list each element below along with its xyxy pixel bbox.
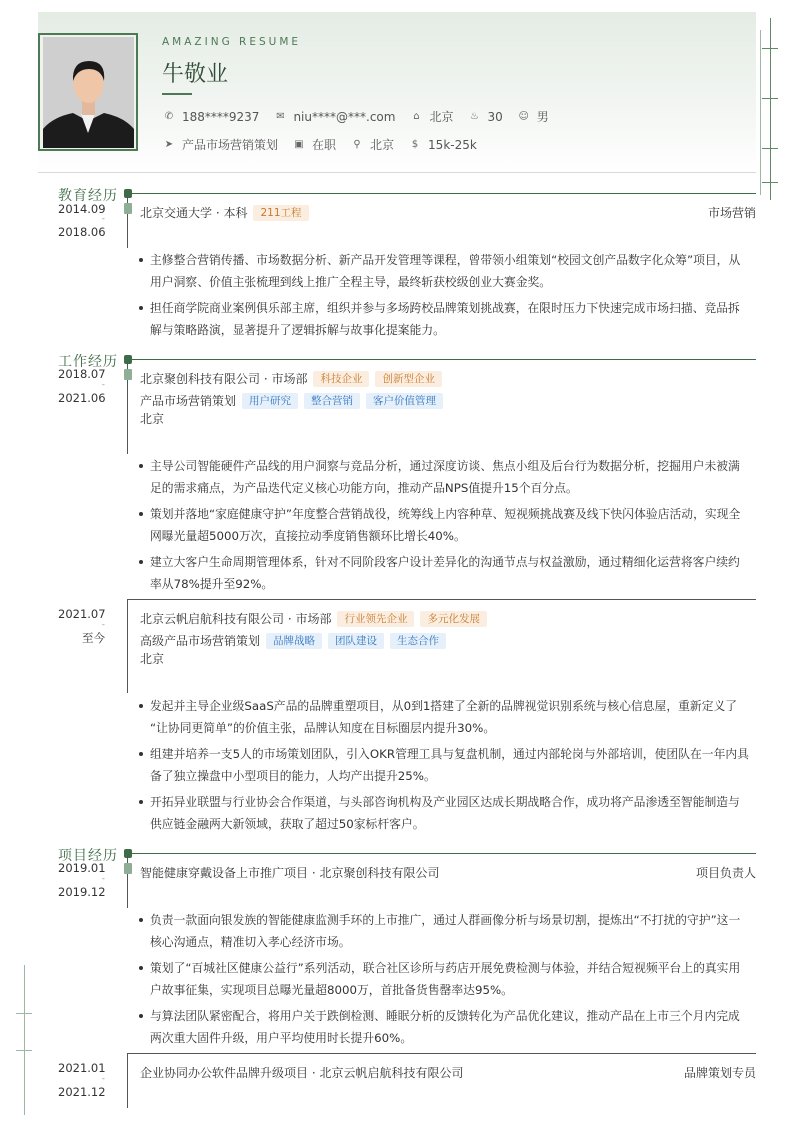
bullet-dot bbox=[139, 512, 143, 516]
section-rule bbox=[132, 359, 756, 360]
section-marker bbox=[124, 189, 132, 198]
project2-end-date: 2021.12 bbox=[58, 1085, 106, 1099]
school-name: 北京交通大学 · 本科 bbox=[140, 206, 248, 220]
target-city-item: ⚲ 北京 bbox=[350, 136, 394, 153]
job2-bullet: 开拓异业联盟与行业协会合作渠道，与头部咨询机构及产业园区达成长期战略合作，成功将产品渗透至智能制造与 供应链金融两大新领域，获取了超过50家标杆客户。 bbox=[150, 795, 740, 831]
section-marker bbox=[124, 355, 132, 364]
candidate-name: 牛敬业 bbox=[162, 62, 229, 87]
section-rule bbox=[132, 853, 756, 854]
date-separator: - bbox=[101, 620, 105, 630]
edu-start-date: 2014.09 bbox=[58, 202, 106, 216]
skill-tag: 生态合作 bbox=[390, 633, 446, 649]
job1-start-date: 2018.07 bbox=[58, 367, 106, 381]
location-icon: ⚲ bbox=[353, 139, 361, 150]
decor-tick bbox=[16, 1050, 32, 1051]
position-title: 高级产品市场营销策划 bbox=[140, 634, 261, 648]
job1-company-line bbox=[140, 370, 442, 387]
salary-icon: $ bbox=[411, 139, 419, 150]
skill-tag: 客户价值管理 bbox=[366, 393, 443, 409]
cake-icon: ♨ bbox=[469, 111, 479, 122]
home-icon: ⌂ bbox=[413, 111, 420, 122]
timeline-bar bbox=[127, 599, 128, 693]
email-item: ✉ niu****@***.com bbox=[273, 110, 395, 124]
job2-company-line bbox=[140, 610, 487, 627]
contact-row bbox=[162, 108, 563, 125]
company-tag: 多元化发展 bbox=[420, 611, 487, 627]
timeline-marker bbox=[124, 203, 132, 214]
edu-major: 市场营销 bbox=[707, 206, 756, 220]
project2-start-date: 2021.01 bbox=[58, 1061, 106, 1075]
bullet-dot bbox=[139, 918, 143, 922]
project1-start-date: 2019.01 bbox=[58, 861, 106, 875]
timeline-marker bbox=[124, 369, 132, 380]
date-separator: - bbox=[101, 874, 105, 884]
bullet-dot bbox=[139, 966, 143, 970]
mail-icon: ✉ bbox=[276, 111, 285, 122]
date-separator: - bbox=[101, 214, 105, 224]
bullet-dot bbox=[139, 752, 143, 756]
company-name: 北京云帆启航科技有限公司 · 市场部 bbox=[140, 612, 332, 626]
phone-icon: ✆ bbox=[164, 111, 174, 122]
decor-tick bbox=[762, 98, 778, 99]
job1-bullet: 主导公司智能硬件产品线的用户洞察与竞品分析，通过深度访谈、焦点小组及后台行为数据分析，挖掘用户未被满 足的需求痛点，为产品迭代定义核心功能方向，推动产品NPS值提升15个百分点。 bbox=[150, 459, 740, 495]
date-separator: - bbox=[101, 380, 105, 390]
decor-line bbox=[760, 30, 761, 195]
job2-bullet: 组建并培养一支5人的市场策划团队，引入OKR管理工具与复盘机制，通过内部轮岗与外部培训，使团队在一年内具 备了独立操盘中小型项目的能力，人均产出提升25%。 bbox=[150, 747, 749, 783]
name-underline bbox=[162, 93, 192, 95]
school-tag: 211工程 bbox=[253, 205, 308, 221]
timeline-bar bbox=[127, 1053, 128, 1108]
status-item: ▣ 在职 bbox=[292, 136, 336, 153]
edu-end-date: 2018.06 bbox=[58, 225, 106, 239]
job2-end-date: 至今 bbox=[82, 631, 105, 645]
entry-rule bbox=[127, 599, 756, 600]
briefcase-icon: ▣ bbox=[294, 139, 304, 150]
salary-item: $ 15k-25k bbox=[408, 138, 477, 152]
gender-icon: ☺ bbox=[518, 111, 529, 122]
bullet-dot bbox=[139, 464, 143, 468]
position-title: 产品市场营销策划 bbox=[140, 394, 237, 408]
company-tag: 创新型企业 bbox=[375, 371, 442, 387]
project1-end-date: 2019.12 bbox=[58, 885, 106, 899]
date-separator: - bbox=[101, 1074, 105, 1084]
decor-tick bbox=[762, 48, 778, 49]
send-icon: ➤ bbox=[164, 139, 174, 150]
project1-bullet: 策划了“百城社区健康公益行”系列活动，联合社区诊所与药店开展免费检测与体验，并结合短视频平台上的真实用 户故事征集，实现项目总曝光量超8000万，首批备货售罄率达95%。 bbox=[150, 961, 741, 997]
decor-tick bbox=[762, 148, 778, 149]
section-marker bbox=[124, 849, 132, 858]
job-intent-row bbox=[162, 136, 491, 153]
section-rule bbox=[132, 193, 756, 194]
decor-tick bbox=[16, 1013, 32, 1014]
job1-end-date: 2021.06 bbox=[58, 391, 106, 405]
decor-tick bbox=[762, 182, 778, 183]
job2-city: 北京 bbox=[140, 652, 165, 666]
project2-name: 企业协同办公软件品牌升级项目 · 北京云帆启航科技有限公司 bbox=[140, 1066, 464, 1080]
job2-position-line bbox=[140, 632, 446, 649]
project1-bullet: 负责一款面向银发族的智能健康监测手环的上市推广，通过人群画像分析与场景切割，提炼出“不打扰的守护”这一 核心沟通点，精准切入孝心经济市场。 bbox=[150, 913, 741, 949]
projects-section-title: 项目经历 bbox=[58, 848, 118, 864]
bullet-dot bbox=[139, 704, 143, 708]
skill-tag: 用户研究 bbox=[242, 393, 298, 409]
skill-tag: 团队建设 bbox=[328, 633, 384, 649]
job1-city: 北京 bbox=[140, 412, 165, 426]
skill-tag: 整合营销 bbox=[304, 393, 360, 409]
gender-item: ☺ 男 bbox=[518, 110, 549, 124]
project2-role: 品牌策划专员 bbox=[683, 1066, 756, 1080]
timeline-marker bbox=[124, 863, 132, 874]
bullet-dot bbox=[139, 560, 143, 564]
job1-bullet: 建立大客户生命周期管理体系，针对不同阶段客户设计差异化的沟通节点与权益激励，通过精细化运营将客户续约 率从78%提升至92%。 bbox=[150, 555, 740, 591]
edu-school-line bbox=[140, 204, 309, 221]
bullet-dot bbox=[139, 306, 143, 310]
company-tag: 行业领先企业 bbox=[337, 611, 414, 627]
avatar bbox=[43, 37, 134, 148]
target-position-item: ➤ 产品市场营销策划 bbox=[162, 136, 278, 153]
resume-tagline: AMAZING RESUME bbox=[162, 36, 302, 48]
decor-line bbox=[770, 18, 771, 200]
job1-bullet: 策划并落地“家庭健康守护”年度整合营销战役，统筹线上内容种草、短视频挑战赛及线下快闪体验店活动，实现全 网曝光量超5000万次，直接拉动季度销售额环比增长40%。 bbox=[150, 507, 741, 543]
company-name: 北京聚创科技有限公司 · 市场部 bbox=[140, 372, 308, 386]
project1-name: 智能健康穿戴设备上市推广项目 · 北京聚创科技有限公司 bbox=[140, 866, 440, 880]
phone-item: ✆ 188****9237 bbox=[162, 110, 259, 124]
job2-start-date: 2021.07 bbox=[58, 607, 106, 621]
skill-tag: 品牌战略 bbox=[266, 633, 322, 649]
project1-bullet: 与算法团队紧密配合，将用户关于跌倒检测、睡眠分析的反馈转化为产品优化建议，推动产品在上市三个月内完成 两次重大固件升级，用户平均使用时长提升60%。 bbox=[150, 1009, 740, 1045]
company-tag: 科技企业 bbox=[313, 371, 369, 387]
entry-rule bbox=[127, 1053, 756, 1054]
edu-bullet: 主修整合营销传播、市场数据分析、新产品开发管理等课程，曾带领小组策划“校园文创产品数字化众筹”项目，从 用户洞察、价值主张梳理到线上推广全程主导，最终斩获校级创业大赛金奖。 bbox=[150, 253, 741, 289]
project1-role: 项目负责人 bbox=[695, 866, 756, 880]
job1-position-line bbox=[140, 392, 443, 409]
decor-line bbox=[24, 965, 25, 1115]
header-divider bbox=[38, 172, 756, 173]
bullet-dot bbox=[139, 258, 143, 262]
city-item: ⌂ 北京 bbox=[409, 108, 453, 125]
bullet-dot bbox=[139, 800, 143, 804]
education-section-title: 教育经历 bbox=[58, 188, 118, 204]
age-item: ♨ 30 bbox=[467, 110, 502, 124]
job2-bullet: 发起并主导企业级SaaS产品的品牌重塑项目，从0到1搭建了全新的品牌视觉识别系统与核心信息屋，重新定义了 “让协同更简单”的价值主张，品牌认知度在目标圈层内提升30%。 bbox=[150, 699, 738, 735]
edu-bullet: 担任商学院商业案例俱乐部主席，组织并参与多场跨校品牌策划挑战赛，在限时压力下快速完成市场扫描、竞品拆 解与策略路演，显著提升了逻辑拆解与故事化提案能力。 bbox=[150, 301, 740, 337]
work-section-title: 工作经历 bbox=[58, 354, 118, 370]
bullet-dot bbox=[139, 1014, 143, 1018]
